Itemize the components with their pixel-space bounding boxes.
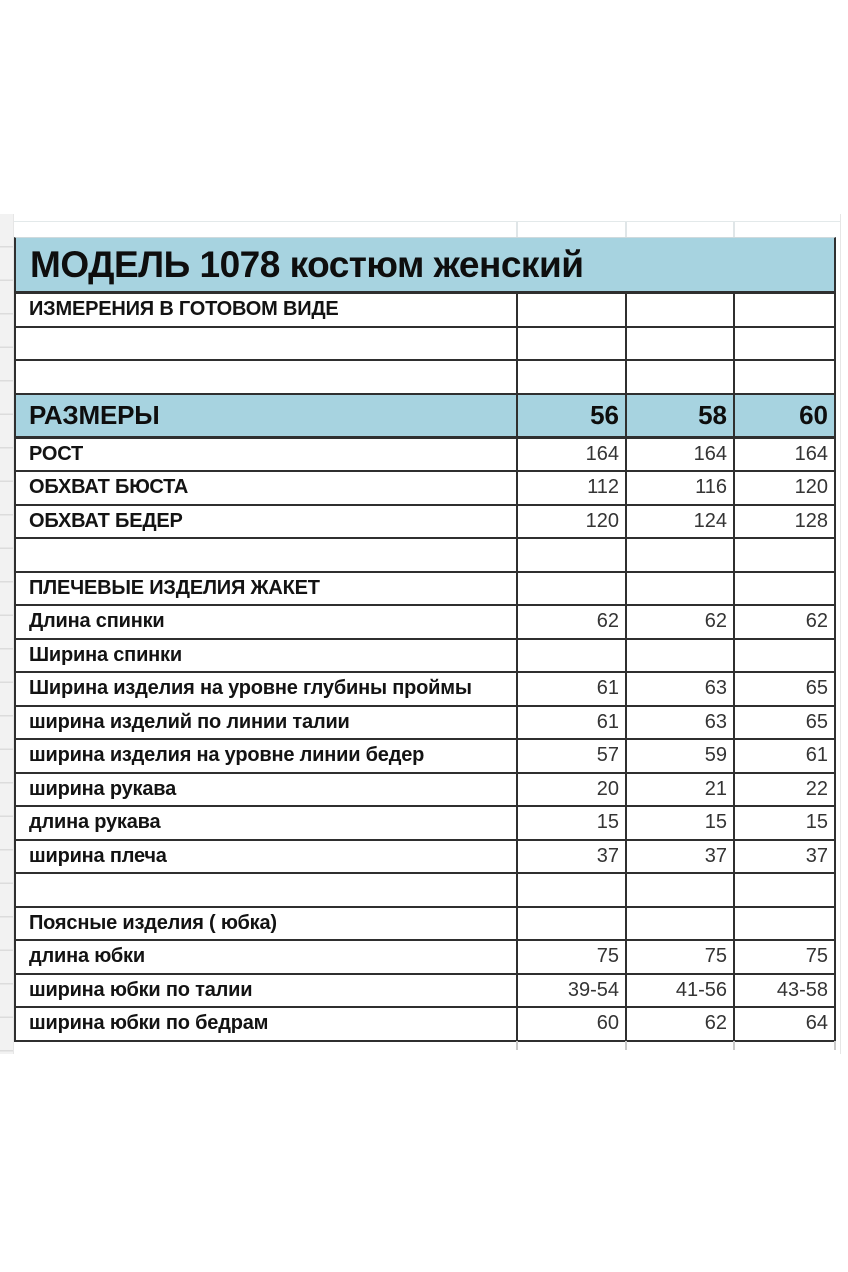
- value-cell: [733, 874, 834, 906]
- value-cell: 65: [733, 673, 834, 705]
- table-rows: [16, 294, 834, 1042]
- empty-row: [16, 539, 834, 573]
- value-cell: 59: [625, 740, 733, 772]
- row-label: [16, 874, 516, 906]
- row-label: [16, 328, 516, 360]
- value-cell: 15: [625, 807, 733, 839]
- value-cell: 61: [516, 673, 625, 705]
- value-cell: 65: [733, 707, 834, 739]
- value-cell: [733, 294, 834, 326]
- row-label: ОБХВАТ БЕДЕР: [29, 509, 183, 532]
- value-cell: 60: [733, 395, 834, 436]
- value-cell: 63: [625, 673, 733, 705]
- value-cell: 63: [625, 707, 733, 739]
- value-cell: [516, 640, 625, 672]
- value-cell: 21: [625, 774, 733, 806]
- value-cell: 58: [625, 395, 733, 436]
- value-cell: [516, 908, 625, 940]
- value-cell: [625, 874, 733, 906]
- value-cell: [733, 573, 834, 605]
- value-cell: 75: [625, 941, 733, 973]
- sheet-gridline-stub: [733, 222, 735, 237]
- value-cell: 75: [733, 941, 834, 973]
- sheet-gridline-stub: [834, 1041, 836, 1050]
- row-label: РАЗМЕРЫ: [29, 399, 160, 430]
- value-cell: 62: [625, 606, 733, 638]
- row-label: [16, 539, 516, 571]
- table-title-row: [16, 238, 834, 294]
- data-row: [16, 975, 834, 1009]
- data-row: [16, 941, 834, 975]
- value-cell: [625, 908, 733, 940]
- data-row: [16, 740, 834, 774]
- row-label: [16, 361, 516, 393]
- value-cell: 37: [733, 841, 834, 873]
- size-chart-table: [14, 237, 836, 1042]
- row-label: Ширина спинки: [29, 643, 182, 666]
- value-cell: 112: [516, 472, 625, 504]
- section-row: [16, 908, 834, 942]
- sizes-header-row: [16, 395, 834, 439]
- value-cell: [516, 361, 625, 393]
- value-cell: [516, 573, 625, 605]
- row-label: длина юбки: [29, 945, 145, 968]
- value-cell: 56: [516, 395, 625, 436]
- row-label: ширина рукава: [29, 777, 176, 800]
- row-label: ширина юбки по талии: [29, 978, 253, 1001]
- data-row: [16, 841, 834, 875]
- value-cell: 15: [733, 807, 834, 839]
- value-cell: 120: [733, 472, 834, 504]
- data-row: [16, 640, 834, 674]
- row-label: ширина изделий по линии талии: [29, 710, 350, 733]
- sheet-gridline-stub: [733, 1041, 735, 1050]
- sheet-gridlines-left: [0, 214, 14, 1054]
- value-cell: 164: [516, 439, 625, 471]
- value-cell: 61: [733, 740, 834, 772]
- value-cell: [625, 361, 733, 393]
- value-cell: 164: [733, 439, 834, 471]
- value-cell: 62: [625, 1008, 733, 1040]
- data-row: [16, 774, 834, 808]
- value-cell: 37: [625, 841, 733, 873]
- value-cell: 37: [516, 841, 625, 873]
- empty-row: [16, 361, 834, 395]
- value-cell: 124: [625, 506, 733, 538]
- sheet-gridline-stub: [625, 1041, 627, 1050]
- value-cell: [733, 539, 834, 571]
- value-cell: [625, 294, 733, 326]
- section-row: [16, 294, 834, 328]
- value-cell: 62: [516, 606, 625, 638]
- table-title: МОДЕЛЬ 1078 костюм женский: [30, 243, 584, 285]
- sheet-gridline-stub: [516, 222, 518, 237]
- data-row: [16, 807, 834, 841]
- sheet-gridline-stub: [516, 1041, 518, 1050]
- data-row: [16, 472, 834, 506]
- value-cell: 64: [733, 1008, 834, 1040]
- value-cell: 60: [516, 1008, 625, 1040]
- value-cell: [625, 539, 733, 571]
- row-label: ширина юбки по бедрам: [29, 1012, 269, 1035]
- sheet-gridline-top: [14, 221, 841, 222]
- value-cell: 43-58: [733, 975, 834, 1007]
- row-label: ИЗМЕРЕНИЯ В ГОТОВОМ ВИДЕ: [29, 298, 339, 321]
- value-cell: 41-56: [625, 975, 733, 1007]
- value-cell: 62: [733, 606, 834, 638]
- value-cell: [733, 328, 834, 360]
- value-cell: [516, 328, 625, 360]
- value-cell: [516, 294, 625, 326]
- value-cell: [516, 539, 625, 571]
- value-cell: 20: [516, 774, 625, 806]
- section-row: [16, 573, 834, 607]
- value-cell: 22: [733, 774, 834, 806]
- data-row: [16, 707, 834, 741]
- value-cell: [733, 361, 834, 393]
- row-label: ширина изделия на уровне линии бедер: [29, 744, 425, 767]
- data-row: [16, 673, 834, 707]
- value-cell: [625, 328, 733, 360]
- value-cell: 120: [516, 506, 625, 538]
- value-cell: [733, 640, 834, 672]
- value-cell: 39-54: [516, 975, 625, 1007]
- row-label: Поясные изделия ( юбка): [29, 911, 277, 934]
- row-label: ширина плеча: [29, 844, 167, 867]
- value-cell: 116: [625, 472, 733, 504]
- row-label: Ширина изделия на уровне глубины проймы: [29, 677, 472, 700]
- empty-row: [16, 874, 834, 908]
- data-row: [16, 1008, 834, 1042]
- value-cell: 57: [516, 740, 625, 772]
- row-label: РОСТ: [29, 442, 83, 465]
- empty-row: [16, 328, 834, 362]
- value-cell: 61: [516, 707, 625, 739]
- row-label: длина рукава: [29, 811, 161, 834]
- value-cell: 15: [516, 807, 625, 839]
- value-cell: 164: [625, 439, 733, 471]
- sheet-gridline-right: [840, 214, 841, 1054]
- row-label: ПЛЕЧЕВЫЕ ИЗДЕЛИЯ ЖАКЕТ: [29, 576, 320, 599]
- data-row: [16, 606, 834, 640]
- sheet-gridline-stub: [625, 222, 627, 237]
- value-cell: [625, 640, 733, 672]
- data-row: [16, 439, 834, 473]
- data-row: [16, 506, 834, 540]
- value-cell: [625, 573, 733, 605]
- value-cell: [733, 908, 834, 940]
- value-cell: [516, 874, 625, 906]
- value-cell: 75: [516, 941, 625, 973]
- value-cell: 128: [733, 506, 834, 538]
- row-label: ОБХВАТ БЮСТА: [29, 476, 189, 499]
- row-label: Длина спинки: [29, 610, 165, 633]
